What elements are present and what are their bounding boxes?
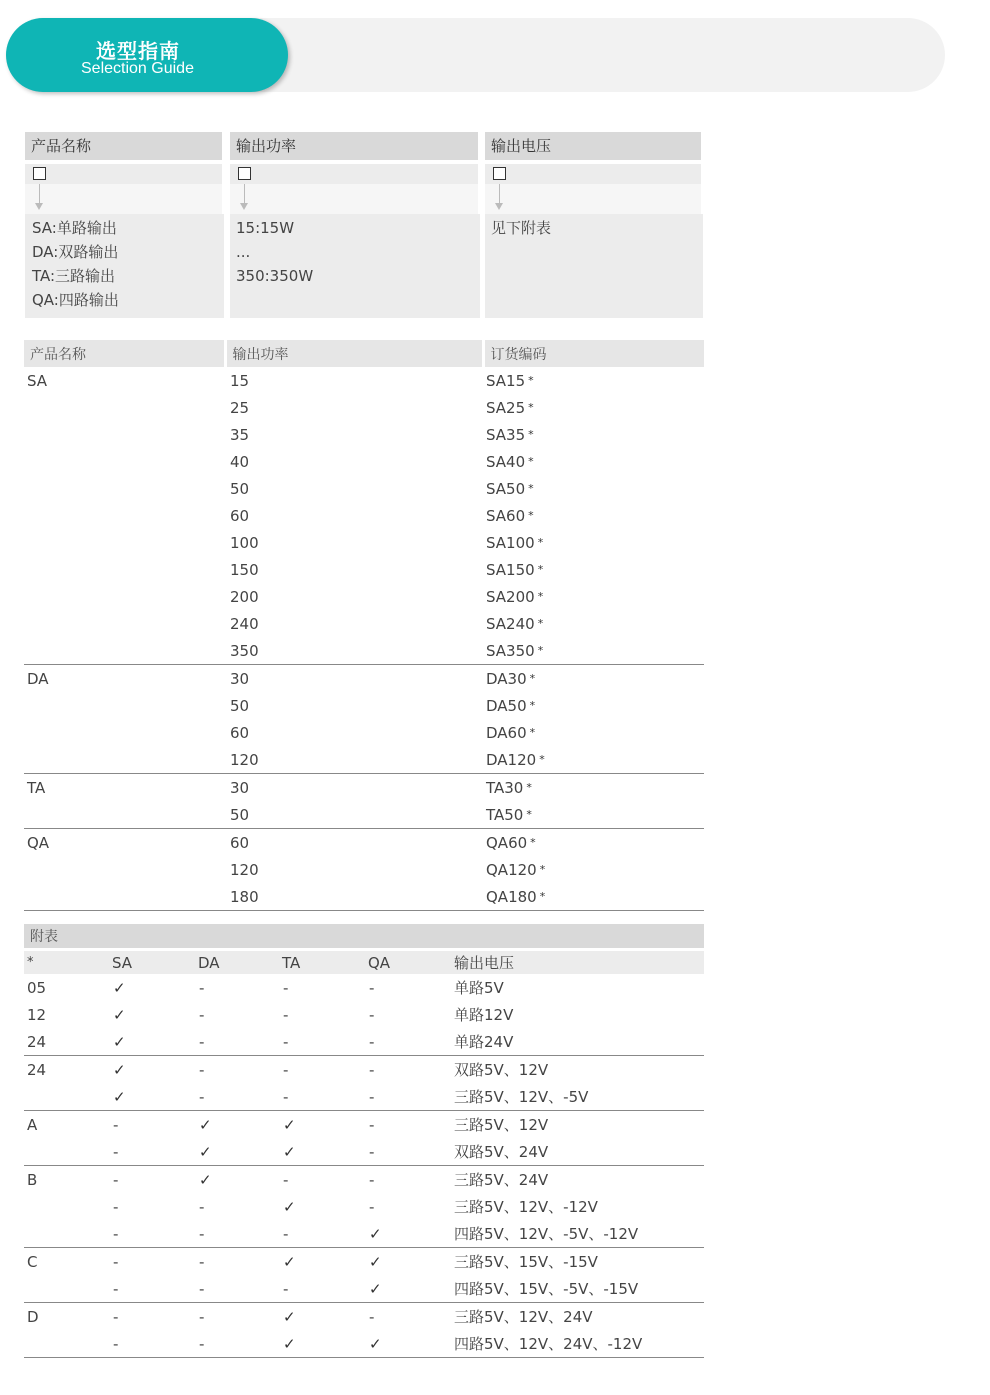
dash-cell: - (195, 1248, 279, 1276)
product-name-cell (24, 448, 225, 475)
output-voltage-cell: 三路5V、24V (451, 1166, 704, 1194)
product-name-cell (24, 583, 225, 610)
voltage-code-cell: C (24, 1248, 109, 1276)
column-header: * (24, 950, 109, 975)
order-code-cell (483, 637, 704, 665)
voltage-code-cell (24, 1220, 109, 1248)
asterisk-icon: * (528, 427, 534, 441)
output-power-cell: 15 (230, 371, 250, 390)
order-code: SA150 (486, 560, 535, 579)
check-icon: ✓ (109, 1056, 195, 1084)
voltage-code-cell: B (24, 1166, 109, 1194)
product-name-cell (24, 610, 225, 637)
voltage-code-cell: 24 (27, 1032, 47, 1051)
table-row (24, 692, 704, 719)
order-code-cell (483, 829, 704, 857)
dash-cell: - (369, 1087, 375, 1106)
asterisk-icon: * (528, 454, 534, 468)
output-power-cell: 180 (225, 883, 483, 911)
check-icon: ✓ (279, 1111, 365, 1139)
output-power-cell: 200 (230, 587, 259, 606)
dash-cell: - (279, 1056, 365, 1084)
table-row (24, 1220, 704, 1248)
asterisk-icon: * (539, 862, 546, 876)
dash-cell: - (195, 1303, 279, 1331)
order-code-cell (483, 883, 704, 911)
dash-cell: - (365, 1303, 451, 1331)
output-power-cell: 120 (230, 750, 259, 769)
table-row (24, 1193, 704, 1220)
voltage-code-cell (24, 1275, 109, 1303)
table-row (24, 1083, 704, 1111)
product-name-cell (24, 421, 225, 448)
dash-cell: - (199, 1032, 205, 1051)
column-header: SA (109, 950, 195, 975)
appendix-table (24, 924, 704, 1358)
dash-cell: - (369, 1197, 375, 1216)
order-code: QA180 (486, 887, 537, 906)
product-name-cell (24, 856, 225, 883)
product-name-cell (24, 556, 225, 583)
voltage-code-cell: 12 (27, 1005, 47, 1024)
selector-options (485, 214, 703, 318)
table-row (24, 883, 704, 911)
order-code-cell (483, 475, 704, 502)
option-line: 15:15W (236, 219, 295, 237)
asterisk-icon: * (529, 698, 536, 712)
table-row (24, 719, 704, 746)
output-power-cell: 30 (225, 665, 483, 693)
column-header: 产品名称 (24, 340, 225, 367)
dash-cell: - (199, 1005, 205, 1024)
output-voltage-cell: 双路5V、12V (451, 1056, 704, 1084)
selector-output-power (230, 132, 478, 318)
order-code: SA200 (486, 587, 535, 606)
product-name-cell (24, 475, 225, 502)
voltage-code-cell: 05 (27, 978, 47, 997)
column-header: 订货编码 (483, 340, 704, 367)
output-power-cell: 50 (230, 479, 250, 498)
order-code: QA120 (486, 860, 537, 879)
voltage-code-cell: 24 (24, 1056, 109, 1084)
dash-cell: - (109, 1303, 195, 1331)
output-voltage-cell: 三路5V、12V、24V (451, 1303, 704, 1331)
dash-cell: - (199, 1087, 205, 1106)
checkbox-icon (493, 167, 506, 180)
table-row (24, 746, 704, 774)
table-row (24, 394, 704, 421)
product-name-cell: SA (27, 371, 48, 390)
order-code: SA15 (486, 371, 526, 390)
dash-cell: - (369, 978, 375, 997)
output-power-cell: 30 (225, 774, 483, 802)
order-code-cell (483, 801, 704, 829)
order-code: DA50 (486, 696, 527, 715)
table-row (24, 448, 704, 475)
checkbox-icon (238, 167, 251, 180)
check-icon: ✓ (113, 1005, 126, 1024)
voltage-code-cell (24, 1330, 109, 1358)
product-name-cell (24, 692, 225, 719)
table-row (24, 1111, 704, 1139)
output-power-cell: 60 (230, 723, 250, 742)
asterisk-icon: * (530, 835, 536, 849)
order-code: SA40 (486, 452, 526, 471)
order-code-cell (483, 556, 704, 583)
dash-cell: - (283, 1224, 289, 1243)
order-code-cell (483, 394, 704, 421)
output-power-cell: 150 (230, 560, 259, 579)
check-icon: ✓ (369, 1279, 382, 1298)
check-icon: ✓ (113, 1087, 126, 1106)
selector-product-name (25, 132, 222, 318)
column-header: DA (195, 950, 279, 975)
dash-cell: - (109, 1166, 195, 1194)
check-icon: ✓ (365, 1248, 451, 1276)
dash-cell: - (369, 1142, 375, 1161)
dash-cell: - (199, 1279, 205, 1298)
product-name-cell (24, 637, 225, 665)
order-code: TA50 (486, 805, 524, 824)
output-power-cell: 240 (230, 614, 259, 633)
output-power-cell: 40 (230, 452, 250, 471)
dash-cell: - (195, 1330, 279, 1358)
table-row (24, 856, 704, 883)
asterisk-icon: * (537, 643, 544, 657)
asterisk-icon: * (539, 752, 545, 766)
dash-cell: - (109, 1248, 195, 1276)
output-voltage-cell: 单路5V (454, 979, 504, 997)
order-code: DA120 (486, 750, 537, 769)
order-code: SA100 (486, 533, 535, 552)
order-code-cell (483, 665, 704, 693)
appendix-title: 附表 (24, 924, 704, 950)
section-title-badge (6, 18, 288, 92)
dash-cell: - (113, 1197, 119, 1216)
asterisk-icon: * (537, 535, 544, 549)
check-icon: ✓ (365, 1330, 451, 1358)
voltage-code-cell (24, 1083, 109, 1111)
output-voltage-cell: 三路5V、12V、-5V (454, 1088, 589, 1106)
product-name-cell (24, 746, 225, 774)
dash-cell: - (279, 1166, 365, 1194)
asterisk-icon: * (528, 481, 534, 495)
output-voltage-cell: 三路5V、12V、-12V (454, 1198, 598, 1216)
product-name-cell (24, 502, 225, 529)
check-icon: ✓ (279, 1303, 365, 1331)
product-name-cell (24, 529, 225, 556)
asterisk-icon: * (529, 725, 536, 739)
table-row (24, 637, 704, 665)
dash-cell: - (283, 1087, 289, 1106)
order-code-cell (483, 502, 704, 529)
column-header: 输出电压 (451, 950, 704, 975)
order-code: QA60 (486, 833, 528, 852)
output-voltage-cell: 三路5V、15V、-15V (451, 1248, 704, 1276)
table-row (24, 367, 704, 394)
dash-cell: - (283, 978, 289, 997)
dash-cell: - (113, 1142, 119, 1161)
dash-cell: - (199, 978, 205, 997)
dash-cell: - (283, 1032, 289, 1051)
output-voltage-cell: 四路5V、12V、24V、-12V (451, 1330, 704, 1358)
order-code-cell (483, 692, 704, 719)
check-icon: ✓ (279, 1248, 365, 1276)
table-row (24, 1303, 704, 1331)
output-power-cell: 120 (230, 860, 259, 879)
product-name-cell (24, 801, 225, 829)
selector-heading: 输出功率 (230, 132, 478, 160)
output-voltage-cell: 四路5V、15V、-5V、-15V (454, 1280, 639, 1298)
selector-heading: 产品名称 (25, 132, 222, 160)
option-line: TA:三路输出 (32, 267, 116, 285)
order-code-cell (483, 529, 704, 556)
order-code-cell (483, 774, 704, 802)
order-code: SA60 (486, 506, 526, 525)
asterisk-icon: * (526, 807, 532, 821)
voltage-code-cell: D (24, 1303, 109, 1331)
output-voltage-cell: 单路12V (454, 1006, 514, 1024)
check-icon: ✓ (113, 978, 126, 997)
asterisk-icon: * (529, 671, 536, 685)
selector-heading: 输出电压 (485, 132, 701, 160)
order-code: SA50 (486, 479, 526, 498)
output-voltage-cell: 单路24V (454, 1033, 514, 1051)
output-power-cell: 100 (230, 533, 259, 552)
selector-output-voltage (485, 132, 701, 318)
checkbox-icon (33, 167, 46, 180)
table-row (24, 1138, 704, 1166)
asterisk-icon: * (528, 373, 534, 387)
section-title-en: Selection Guide (81, 60, 194, 77)
check-icon: ✓ (369, 1224, 382, 1243)
asterisk-icon: * (528, 508, 534, 522)
table-row (24, 502, 704, 529)
order-code: DA60 (486, 723, 527, 742)
table-row (24, 556, 704, 583)
table-row (24, 583, 704, 610)
table-row (24, 801, 704, 829)
order-code-cell (483, 719, 704, 746)
column-header: 输出功率 (225, 340, 483, 367)
check-icon: ✓ (279, 1330, 365, 1358)
check-icon: ✓ (199, 1142, 212, 1161)
option-line: ... (236, 243, 251, 261)
option-line: QA:四路输出 (32, 291, 119, 309)
asterisk-icon: * (528, 400, 534, 414)
order-code: SA350 (486, 641, 535, 660)
order-code-cell (483, 746, 704, 774)
dash-cell: - (199, 1197, 205, 1216)
asterisk-icon: * (537, 562, 544, 576)
order-code-table (24, 340, 704, 911)
order-code: SA240 (486, 614, 535, 633)
table-row (24, 529, 704, 556)
dash-cell: - (113, 1224, 119, 1243)
dash-cell: - (369, 1005, 375, 1024)
table-row (24, 475, 704, 502)
table-header-row (24, 950, 704, 975)
output-power-cell: 60 (225, 829, 483, 857)
table-row (24, 421, 704, 448)
table-row (24, 1330, 704, 1358)
table-row (24, 1028, 704, 1056)
table-header-row (24, 340, 704, 367)
asterisk-icon: * (539, 889, 546, 903)
dash-cell: - (365, 1056, 451, 1084)
output-power-cell: 35 (230, 425, 250, 444)
selector-options (230, 214, 480, 318)
output-power-cell: 50 (230, 805, 250, 824)
column-header: QA (365, 950, 451, 975)
table-row (24, 1248, 704, 1276)
asterisk-icon: * (526, 780, 532, 794)
table-row (24, 829, 704, 857)
option-line: SA:单路输出 (32, 219, 117, 237)
option-line: 350:350W (236, 267, 314, 285)
section-title-zh: 选型指南 (96, 39, 180, 63)
order-code-cell (483, 448, 704, 475)
order-code-cell (483, 856, 704, 883)
table-row (24, 1056, 704, 1084)
dash-cell: - (369, 1032, 375, 1051)
dash-cell: - (365, 1111, 451, 1139)
table-row (24, 774, 704, 802)
order-code-cell (483, 421, 704, 448)
output-voltage-cell: 四路5V、12V、-5V、-12V (454, 1225, 639, 1243)
product-name-cell (24, 394, 225, 421)
order-code-cell (483, 610, 704, 637)
output-power-cell: 50 (230, 696, 250, 715)
output-voltage-cell: 双路5V、24V (454, 1143, 549, 1161)
product-name-cell (24, 719, 225, 746)
asterisk-icon: * (537, 589, 544, 603)
dash-cell: - (109, 1330, 195, 1358)
table-row (24, 610, 704, 637)
output-power-cell: 60 (230, 506, 250, 525)
output-power-cell: 25 (230, 398, 250, 417)
selector-options (25, 214, 224, 318)
table-row (24, 974, 704, 1001)
product-name-cell: DA (24, 665, 225, 693)
order-code: TA30 (486, 778, 524, 797)
product-name-cell: QA (24, 829, 225, 857)
voltage-code-cell (24, 1193, 109, 1220)
order-code-cell (483, 367, 704, 394)
check-icon: ✓ (195, 1111, 279, 1139)
product-name-cell (24, 883, 225, 911)
option-line: 见下附表 (491, 219, 552, 237)
dash-cell: - (199, 1224, 205, 1243)
output-power-cell: 350 (230, 641, 259, 660)
order-code: SA35 (486, 425, 526, 444)
output-voltage-cell: 三路5V、12V (451, 1111, 704, 1139)
dash-cell: - (283, 1005, 289, 1024)
asterisk-icon: * (537, 616, 544, 630)
check-icon: ✓ (283, 1197, 296, 1216)
dash-cell: - (365, 1166, 451, 1194)
table-row (24, 1001, 704, 1028)
voltage-code-cell: A (24, 1111, 109, 1139)
order-code: DA30 (486, 669, 527, 688)
table-row (24, 665, 704, 693)
dash-cell: - (283, 1279, 289, 1298)
check-icon: ✓ (195, 1166, 279, 1194)
column-header: TA (279, 950, 365, 975)
product-name-cell: TA (24, 774, 225, 802)
table-row (24, 1166, 704, 1194)
check-icon: ✓ (283, 1142, 296, 1161)
table-row (24, 1275, 704, 1303)
dash-cell: - (113, 1279, 119, 1298)
dash-cell: - (109, 1111, 195, 1139)
option-line: DA:双路输出 (32, 243, 119, 261)
check-icon: ✓ (113, 1032, 126, 1051)
voltage-code-cell (24, 1138, 109, 1166)
order-code: SA25 (486, 398, 526, 417)
order-code-cell (483, 583, 704, 610)
dash-cell: - (195, 1056, 279, 1084)
